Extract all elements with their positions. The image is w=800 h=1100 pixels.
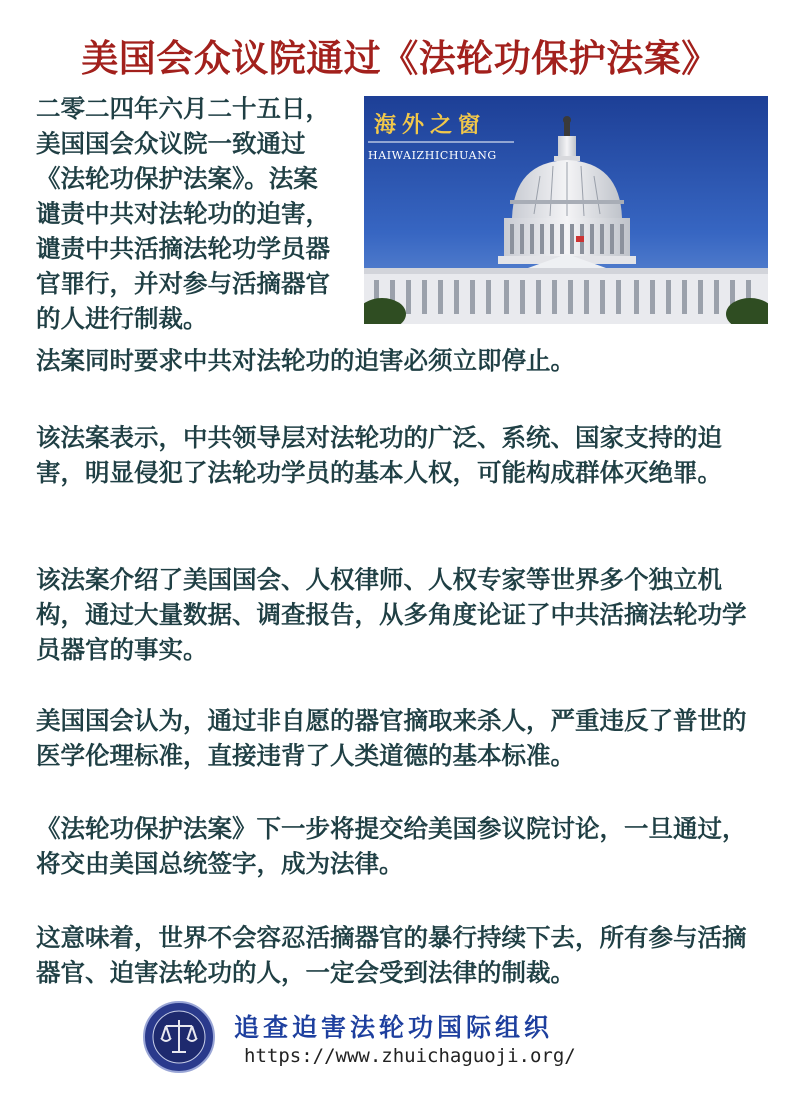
paragraph-1-continued: 法案同时要求中共对法轮功的迫害必须立即停止。 [36,346,575,375]
organization-url[interactable]: https://www.zhuichaguoji.org/ [244,1045,576,1067]
capitol-photo [364,96,768,324]
paragraph-3: 该法案介绍了美国国会、人权律师、人权专家等世界多个独立机构，通过大量数据、调查报告，从多角度论证了中共活摘法轮功学员器官的事实。 [36,565,747,664]
page-title: 美国会众议院通过《法轮功保护法案》 [81,37,719,80]
photo-caption-cn: 海外之窗 [374,112,487,138]
paragraph-1: 二零二四年六月二十五日，美国国会众议院一致通过《法轮功保护法案》。法案谴责中共对法轮功的迫害，谴责中共活摘法轮功学员器官罪行，并对参与活摘器官的人进行制裁。 [36,94,330,333]
paragraph-5: 《法轮功保护法案》下一步将提交给美国参议院讨论，一旦通过，将交由美国总统签字，成为法律。 [36,814,747,878]
organization-name: 追查迫害法轮功国际组织 [234,1013,554,1042]
paragraph-4: 美国国会认为，通过非自愿的器官摘取来杀人，严重违反了普世的医学伦理标准，直接违背了人类道德的基本标准。 [36,706,747,770]
scales-of-justice-icon [142,1000,216,1074]
paragraph-6: 这意味着，世界不会容忍活摘器官的暴行持续下去，所有参与活摘器官、迫害法轮功的人，一定会受到法律的制裁。 [36,923,747,987]
photo-caption-en: HAIWAIZHICHUANG [368,149,497,162]
paragraph-2: 该法案表示，中共领导层对法轮功的广泛、系统、国家支持的迫害，明显侵犯了法轮功学员的基本人权，可能构成群体灭绝罪。 [36,423,722,487]
